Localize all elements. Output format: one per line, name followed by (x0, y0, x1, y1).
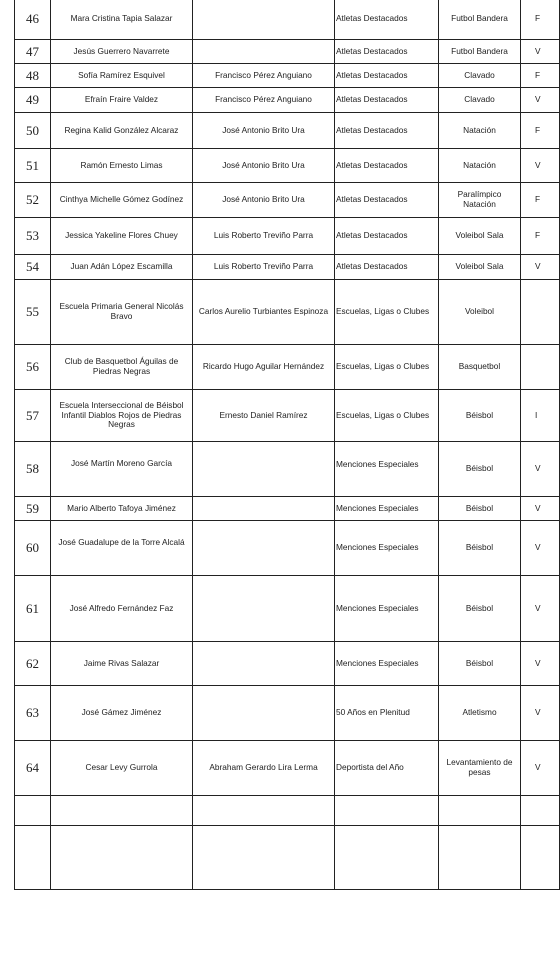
coach-name (193, 796, 335, 826)
row-number: 49 (15, 88, 51, 113)
sport: Voleibol Sala (439, 255, 521, 280)
row-number: 64 (15, 741, 51, 796)
extra-cell: F (521, 183, 560, 218)
sport: Natación (439, 113, 521, 149)
nominee-name: Ramón Ernesto Limas (51, 149, 193, 183)
sport: Clavado (439, 64, 521, 88)
award-category: Menciones Especiales (335, 642, 439, 686)
extra-cell: F (521, 218, 560, 255)
sport: Futbol Bandera (439, 40, 521, 64)
row-number: 54 (15, 255, 51, 280)
table-row (15, 642, 560, 686)
nominee-name: Jesús Guerrero Navarrete (51, 40, 193, 64)
nominee-name: Regina Kalid González Alcaraz (51, 113, 193, 149)
row-number: 47 (15, 40, 51, 64)
nominee-name: Jaime Rivas Salazar (51, 642, 193, 686)
sport: Levantamiento de pesas (439, 741, 521, 796)
nominee-name: José Guadalupe de la Torre Alcalá (51, 521, 193, 576)
award-category: Menciones Especiales (335, 442, 439, 497)
sport: Clavado (439, 88, 521, 113)
table-row (15, 40, 560, 64)
row-number: 48 (15, 64, 51, 88)
sport: Voleibol Sala (439, 218, 521, 255)
extra-cell: V (521, 88, 560, 113)
nominee-name: Juan Adán López Escamilla (51, 255, 193, 280)
sport: Béisbol (439, 442, 521, 497)
extra-cell: V (521, 497, 560, 521)
extra-cell: V (521, 741, 560, 796)
extra-cell: F (521, 0, 560, 40)
coach-name (193, 442, 335, 497)
sport: Béisbol (439, 576, 521, 642)
row-number (15, 826, 51, 890)
award-category: Menciones Especiales (335, 521, 439, 576)
table-row (15, 521, 560, 576)
extra-cell: V (521, 642, 560, 686)
table-row (15, 576, 560, 642)
sport (439, 796, 521, 826)
extra-cell: V (521, 686, 560, 741)
row-number: 62 (15, 642, 51, 686)
table-row (15, 390, 560, 442)
award-category: Atletas Destacados (335, 40, 439, 64)
nominee-name: José Alfredo Fernández Faz (51, 576, 193, 642)
coach-name (193, 826, 335, 890)
nominee-name: Escuela Primaria General Nicolás Bravo (51, 280, 193, 345)
row-number: 46 (15, 0, 51, 40)
award-category (335, 796, 439, 826)
sport: Natación (439, 149, 521, 183)
table-row (15, 686, 560, 741)
row-number: 56 (15, 345, 51, 390)
table-row (15, 442, 560, 497)
extra-cell (521, 345, 560, 390)
sport: Basquetbol (439, 345, 521, 390)
extra-cell (521, 280, 560, 345)
award-category: Escuelas, Ligas o Clubes (335, 280, 439, 345)
sport: Béisbol (439, 497, 521, 521)
award-category: Escuelas, Ligas o Clubes (335, 345, 439, 390)
extra-cell: V (521, 149, 560, 183)
award-category: Atletas Destacados (335, 0, 439, 40)
table-row (15, 113, 560, 149)
award-category: Menciones Especiales (335, 497, 439, 521)
nominee-name: Cesar Levy Gurrola (51, 741, 193, 796)
row-number: 50 (15, 113, 51, 149)
nominee-name: Sofía Ramírez Esquivel (51, 64, 193, 88)
sport: Paralímpico Natación (439, 183, 521, 218)
sport: Béisbol (439, 521, 521, 576)
row-number: 61 (15, 576, 51, 642)
coach-name: Luis Roberto Treviño Parra (193, 218, 335, 255)
row-number: 57 (15, 390, 51, 442)
coach-name: Carlos Aurelio Turbiantes Espinoza (193, 280, 335, 345)
award-category: Atletas Destacados (335, 149, 439, 183)
nominee-name: Mara Cristina Tapia Salazar (51, 0, 193, 40)
extra-cell: F (521, 64, 560, 88)
coach-name (193, 497, 335, 521)
table-row (15, 345, 560, 390)
nominee-name: José Gámez Jiménez (51, 686, 193, 741)
sport: Futbol Bandera (439, 0, 521, 40)
table-row (15, 88, 560, 113)
table-row (15, 64, 560, 88)
coach-name (193, 521, 335, 576)
extra-cell: V (521, 442, 560, 497)
award-category: Atletas Destacados (335, 183, 439, 218)
coach-name (193, 40, 335, 64)
nominee-name: Cinthya Michelle Gómez Godínez (51, 183, 193, 218)
nominee-name (51, 826, 193, 890)
awards-table (14, 0, 560, 890)
nominee-name: Mario Alberto Tafoya Jiménez (51, 497, 193, 521)
award-category: Atletas Destacados (335, 113, 439, 149)
nominee-name: José Martín Moreno García (51, 442, 193, 497)
coach-name: José Antonio Brito Ura (193, 149, 335, 183)
extra-cell (521, 826, 560, 890)
award-category: Deportista del Año (335, 741, 439, 796)
award-category: Escuelas, Ligas o Clubes (335, 390, 439, 442)
award-category: Menciones Especiales (335, 576, 439, 642)
row-number: 59 (15, 497, 51, 521)
extra-cell: I (521, 390, 560, 442)
row-number: 63 (15, 686, 51, 741)
nominee-name: Efraín Fraire Valdez (51, 88, 193, 113)
table-row (15, 183, 560, 218)
extra-cell: F (521, 113, 560, 149)
coach-name: Ricardo Hugo Aguilar Hernández (193, 345, 335, 390)
table-row (15, 0, 560, 40)
award-category: 50 Años en Plenitud (335, 686, 439, 741)
table-row (15, 826, 560, 890)
table-row (15, 255, 560, 280)
coach-name: José Antonio Brito Ura (193, 113, 335, 149)
award-category: Atletas Destacados (335, 218, 439, 255)
nominee-name: Jessica Yakeline Flores Chuey (51, 218, 193, 255)
coach-name (193, 642, 335, 686)
sport: Voleibol (439, 280, 521, 345)
table-row (15, 497, 560, 521)
award-category: Atletas Destacados (335, 88, 439, 113)
extra-cell: V (521, 576, 560, 642)
extra-cell: V (521, 40, 560, 64)
coach-name: Francisco Pérez Anguiano (193, 88, 335, 113)
coach-name (193, 686, 335, 741)
row-number: 60 (15, 521, 51, 576)
sport (439, 826, 521, 890)
nominee-name (51, 796, 193, 826)
row-number: 52 (15, 183, 51, 218)
table-row (15, 280, 560, 345)
nominee-name: Escuela Interseccional de Béisbol Infantil Diablos Rojos de Piedras Negras (51, 390, 193, 442)
coach-name: Francisco Pérez Anguiano (193, 64, 335, 88)
table-row (15, 149, 560, 183)
row-number: 55 (15, 280, 51, 345)
award-category (335, 826, 439, 890)
award-category: Atletas Destacados (335, 255, 439, 280)
extra-cell: V (521, 255, 560, 280)
table-row (15, 796, 560, 826)
extra-cell (521, 796, 560, 826)
row-number: 51 (15, 149, 51, 183)
extra-cell: V (521, 521, 560, 576)
row-number: 58 (15, 442, 51, 497)
row-number (15, 796, 51, 826)
coach-name: Ernesto Daniel Ramírez (193, 390, 335, 442)
coach-name: José Antonio Brito Ura (193, 183, 335, 218)
nominee-name: Club de Basquetbol Águilas de Piedras Negras (51, 345, 193, 390)
table-body (15, 0, 560, 890)
coach-name: Abraham Gerardo Lira Lerma (193, 741, 335, 796)
sport: Béisbol (439, 390, 521, 442)
table-row (15, 218, 560, 255)
coach-name (193, 0, 335, 40)
row-number: 53 (15, 218, 51, 255)
award-category: Atletas Destacados (335, 64, 439, 88)
table-row (15, 741, 560, 796)
sport: Atletismo (439, 686, 521, 741)
coach-name: Luis Roberto Treviño Parra (193, 255, 335, 280)
coach-name (193, 576, 335, 642)
sport: Béisbol (439, 642, 521, 686)
